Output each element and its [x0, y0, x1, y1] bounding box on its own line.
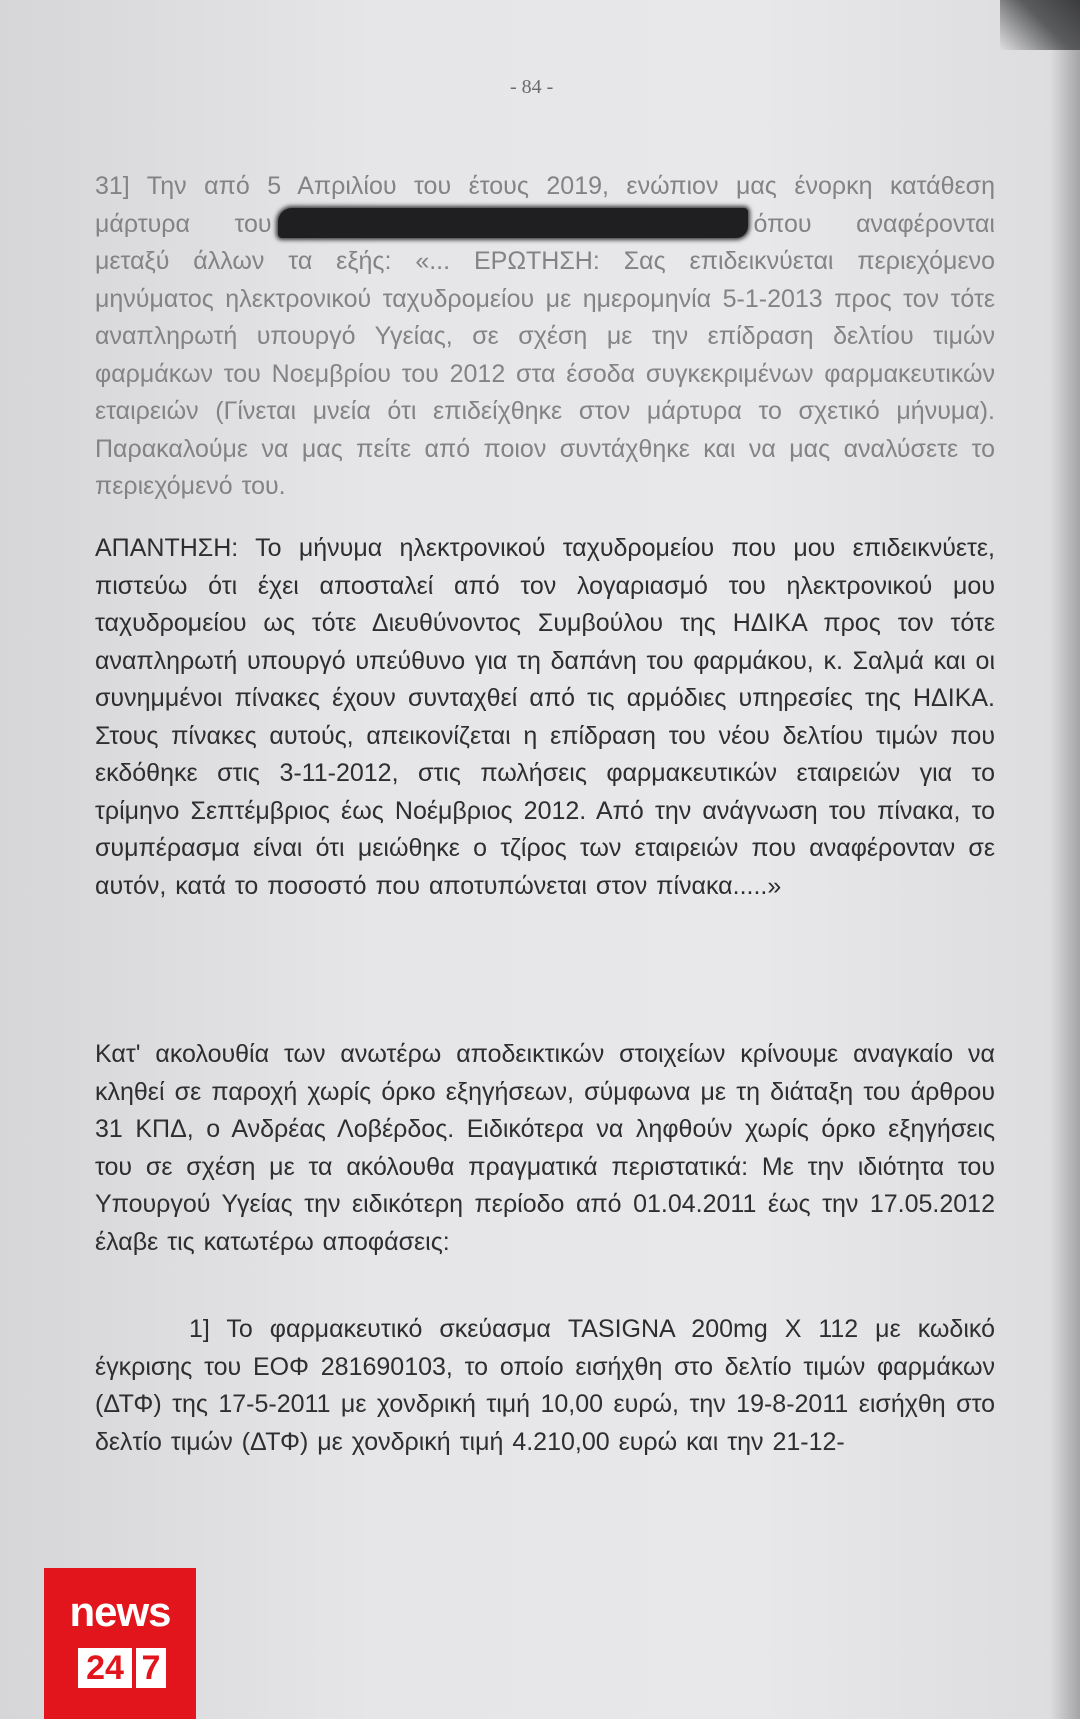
- item-1-number: 1]: [189, 1315, 210, 1343]
- paragraph-31: [95, 168, 995, 506]
- redaction-block: [278, 208, 748, 238]
- paragraph-31-intro: 31] Την από 5 Απριλίου του έτους 2019, ενώπιον μας ένορκη κατάθεση μάρτυρα του: [95, 172, 995, 238]
- page-number: - 84 -: [510, 76, 554, 98]
- logo-wordmark: news: [69, 1588, 171, 1635]
- page-edge-shadow: [1050, 0, 1080, 1719]
- item-1-text: Το φαρμακευτικό σκεύασμα TASIGNA 200mg X 112 με κωδικό έγκρισης του ΕΟΦ 281690103, το οποίο εισήχθη στο δελτίο τιμών φαρμάκων (ΔΤΦ) της 17-5-2011 με χονδρική τιμή 10,00 ευρώ, την 19-8-2011 εισήχθη στο δελτίο τιμών (ΔΤΦ) με χονδρική τιμή 4.210,00 ευρώ και την 21-12-: [95, 1315, 995, 1456]
- news247-logo: [44, 1568, 196, 1719]
- item-1-paragraph: [95, 1311, 995, 1461]
- paragraph-31-body: όπου αναφέρονται μεταξύ άλλων τα εξής: «... ΕΡΩΤΗΣΗ: Σας επιδεικνύεται περιεχόμενο μηνύματος ηλεκτρονικού ταχυδρομείου με ημερομηνία 5-1-2013 προς τον τότε αναπληρωτή υπουργό Υγείας, σε σχέση με την επίδραση δελτίου τιμών φαρμάκων του Νοεμβρίου του 2012 στα έσοδα συγκεκριμένων φαρμακευτικών εταιρειών (Γίνεται μνεία ότι επιδείχθηκε στον μάρτυρα το σχετικό μήνυμα). Παρακαλούμε να μας πείτε από ποιον συντάχθηκε και να μας αναλύσετε το περιεχόμενό του.: [95, 209, 995, 500]
- logo-number-24: 24: [78, 1648, 132, 1688]
- page-corner-shadow: [1000, 0, 1080, 50]
- logo-number-7: 7: [136, 1648, 166, 1688]
- answer-paragraph: ΑΠΑΝΤΗΣΗ: Το μήνυμα ηλεκτρονικού ταχυδρομείου που μου επιδεικνύετε, πιστεύω ότι έχει αποσταλεί από τον λογαριασμό του ηλεκτρονικού μου ταχυδρομείου ως τότε Διευθύνοντος Συμβούλου της ΗΔΙΚΑ προς τον τότε αναπληρωτή υπουργό υπεύθυνο για τη δαπάνη του φαρμάκου, κ. Σαλμά και οι συνημμένοι πίνακες έχουν συνταχθεί από τις αρμόδιες υπηρεσίες της ΗΔΙΚΑ. Στους πίνακες αυτούς, απεικονίζεται η επίδραση του νέου δελτίου τιμών που εκδόθηκε στις 3-11-2012, στις πωλήσεις φαρμακευτικών εταιρειών για το τρίμηνο Σεπτέμβριος έως Νοέμβριος 2012. Από την ανάγνωση του πίνακα, το συμπέρασμα είναι ότι μειώθηκε ο τζίρος των εταιρειών που αναφέρονταν σε αυτόν, κατά το ποσοστό που αποτυπώνεται στον πίνακα.....»: [95, 534, 995, 900]
- conclusion-paragraph: Κατ' ακολουθία των ανωτέρω αποδεικτικών στοιχείων κρίνουμε αναγκαίο να κληθεί σε παροχή χωρίς όρκο εξηγήσεων, σύμφωνα με τη διάταξη του άρθρου 31 ΚΠΔ, ο Ανδρέας Λοβέρδος. Ειδικότερα να ληφθούν χωρίς όρκο εξηγήσεις του σε σχέση με τα ακόλουθα πραγματικά περιστατικά: Με την ιδιότητα του Υπουργού Υγείας την ειδικότερη περίοδο από 01.04.2011 έως την 17.05.2012 έλαβε τις κατωτέρω αποφάσεις:: [95, 1040, 995, 1256]
